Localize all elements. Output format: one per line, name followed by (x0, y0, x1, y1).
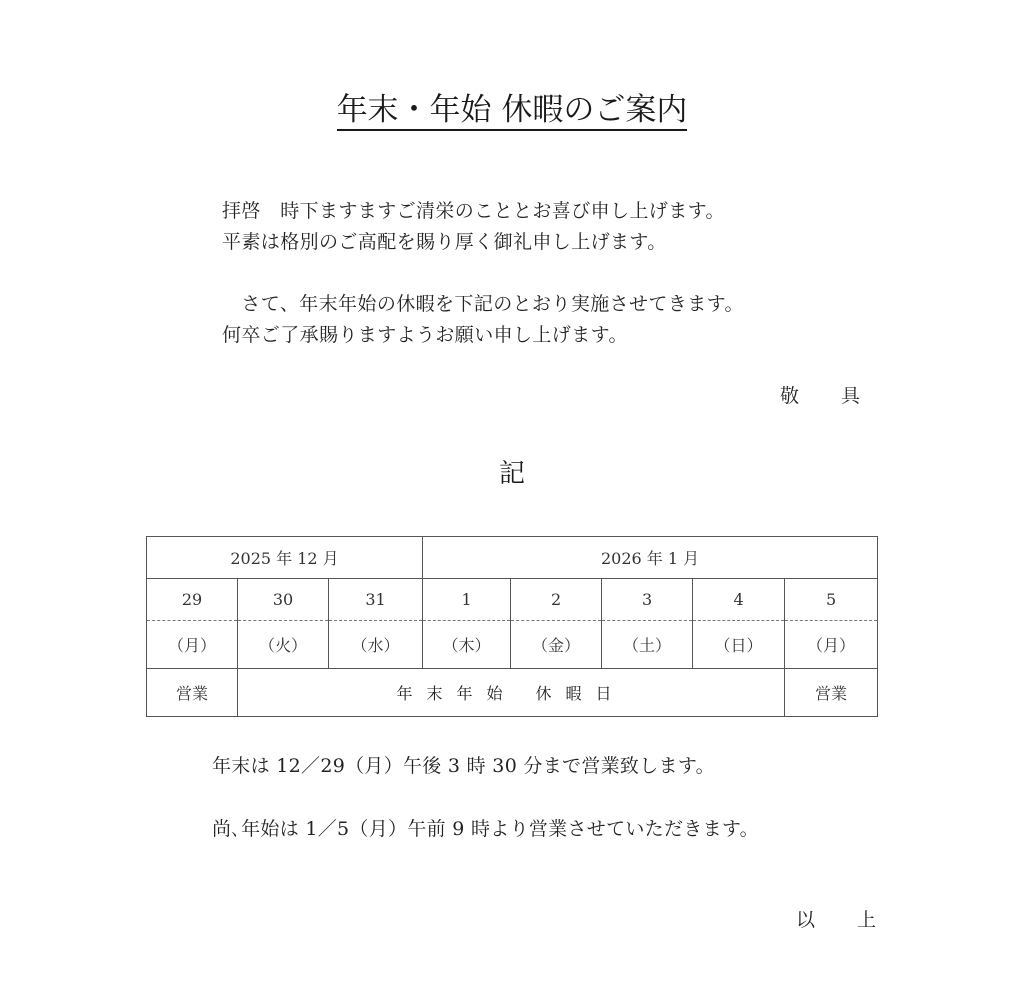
body-paragraph (222, 289, 744, 351)
month-cell: 2026 年 1 月 (423, 537, 878, 579)
greeting-line: 平素は格別のご高配を賜り厚く御礼申し上げます。 (222, 231, 667, 253)
status-holiday-cell: 年末年始 休暇日 (238, 669, 785, 717)
date-cell: 3 (602, 579, 693, 621)
body-line: さて、年末年始の休暇を下記のとおり実施させてきます。 (222, 293, 744, 315)
greeting-paragraph (222, 196, 725, 258)
month-cell: 2025 年 12 月 (147, 537, 423, 579)
closing-ijo: 以 上 (796, 909, 895, 931)
month-row (147, 537, 878, 579)
date-cell: 31 (329, 579, 423, 621)
weekday-cell: （火） (238, 621, 329, 669)
document-title (0, 88, 1024, 132)
ki-heading: 記 (498, 459, 525, 489)
date-cell: 30 (238, 579, 329, 621)
weekday-cell: （金） (511, 621, 602, 669)
holiday-calendar-table (146, 536, 878, 717)
date-cell: 1 (423, 579, 511, 621)
new-year-note: 尚､年始は 1／5（月）午前 9 時より営業させていただきます。 (212, 818, 759, 840)
status-open-cell: 営業 (147, 669, 238, 717)
weekday-cell: （日） (693, 621, 785, 669)
body-line: 何卒ご了承賜りますようお願い申し上げます。 (222, 324, 628, 346)
date-cell: 4 (693, 579, 785, 621)
weekday-cell: （月） (785, 621, 878, 669)
status-row (147, 669, 878, 717)
weekday-cell: （月） (147, 621, 238, 669)
date-row (147, 579, 878, 621)
weekday-cell: （土） (602, 621, 693, 669)
document-title-text: 年末・年始 休暇のご案内 (337, 92, 688, 131)
weekday-cell: （水） (329, 621, 423, 669)
date-cell: 5 (785, 579, 878, 621)
year-end-note: 年末は 12／29（月）午後 3 時 30 分まで営業致します。 (212, 755, 715, 777)
status-open-cell: 営業 (785, 669, 878, 717)
weekday-cell: （木） (423, 621, 511, 669)
closing-keigu: 敬 具 (780, 385, 879, 407)
greeting-line: 拝啓 時下ますますご清栄のこととお喜び申し上げます。 (222, 200, 725, 222)
date-cell: 2 (511, 579, 602, 621)
weekday-row (147, 621, 878, 669)
date-cell: 29 (147, 579, 238, 621)
